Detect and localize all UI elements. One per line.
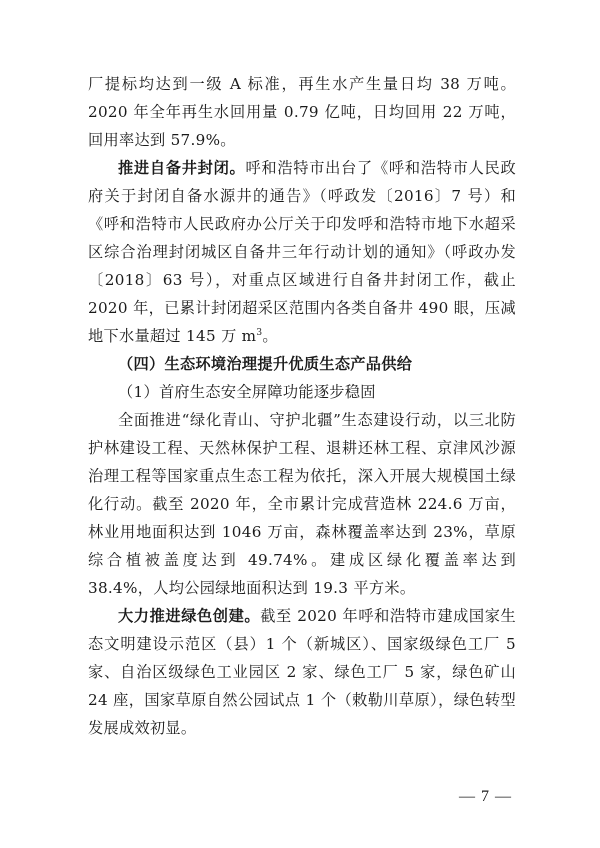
lead-self-wells: 推进自备井封闭。 xyxy=(118,159,246,177)
tail-self-wells: 。 xyxy=(262,327,278,345)
text-self-wells: 呼和浩特市出台了《呼和浩特市人民政府关于封闭自备水源井的通告》（呼政发〔2016〕7 号）和《呼和浩特市人民政府办公厅关于印发呼和浩特市地下水超采区综合治理封闭城区自备井三年行动计划的通知》（呼政办发〔2018〕63 号），对重点区域进行自备井封闭工作，截止 2020 年，已累计封闭超采区范围内各类自备井 490 眼，压减地下水量超过 145 万 m xyxy=(88,159,516,345)
cubic-superscript: 3 xyxy=(256,327,263,338)
text-green-creation: 截至 2020 年呼和浩特市建成国家生态文明建设示范区（县）1 个（新城区）、国家级绿色工厂 5 家、自治区级绿色工业园区 2 家、绿色工厂 5 家，绿色矿山 24 座，国家草原自然公园试点 1 个（敕勒川草原），绿色转型发展成效初显。 xyxy=(88,607,517,737)
paragraph-reclaimed-water: 厂提标均达到一级 A 标准，再生水产生量日均 38 万吨。2020 年全年再生水回用量 0.79 亿吨，日均回用 22 万吨，回用率达到 57.9%。 xyxy=(88,75,516,149)
paragraph-greening: 全面推进“绿化青山、守护北疆”生态建设行动，以三北防护林建设工程、天然林保护工程、退耕还林工程、京津风沙源治理工程等国家重点生态工程为依托，深入开展大规模国土绿化行动。截至 2020 年，全市累计完成营造林 224.6 万亩，林业用地面积达到 1046 万亩，森林覆盖率达到 23%，草原综合植被盖度达到 49.74%。建成区绿化覆盖率达到 38.4%，人均公园绿地面积达到 19.3 平方米。 xyxy=(88,411,516,597)
section-heading: （四）生态环境治理提升优质生态产品供给 xyxy=(118,355,413,373)
body-text xyxy=(88,70,516,742)
paragraph-self-wells xyxy=(88,154,516,350)
lead-green-creation: 大力推进绿色创建。 xyxy=(118,607,261,625)
page-number: — 7 — xyxy=(459,788,512,805)
subsection-heading: （1）首府生态安全屏障功能逐步稳固 xyxy=(118,383,376,401)
paragraph-green-creation xyxy=(88,602,516,742)
